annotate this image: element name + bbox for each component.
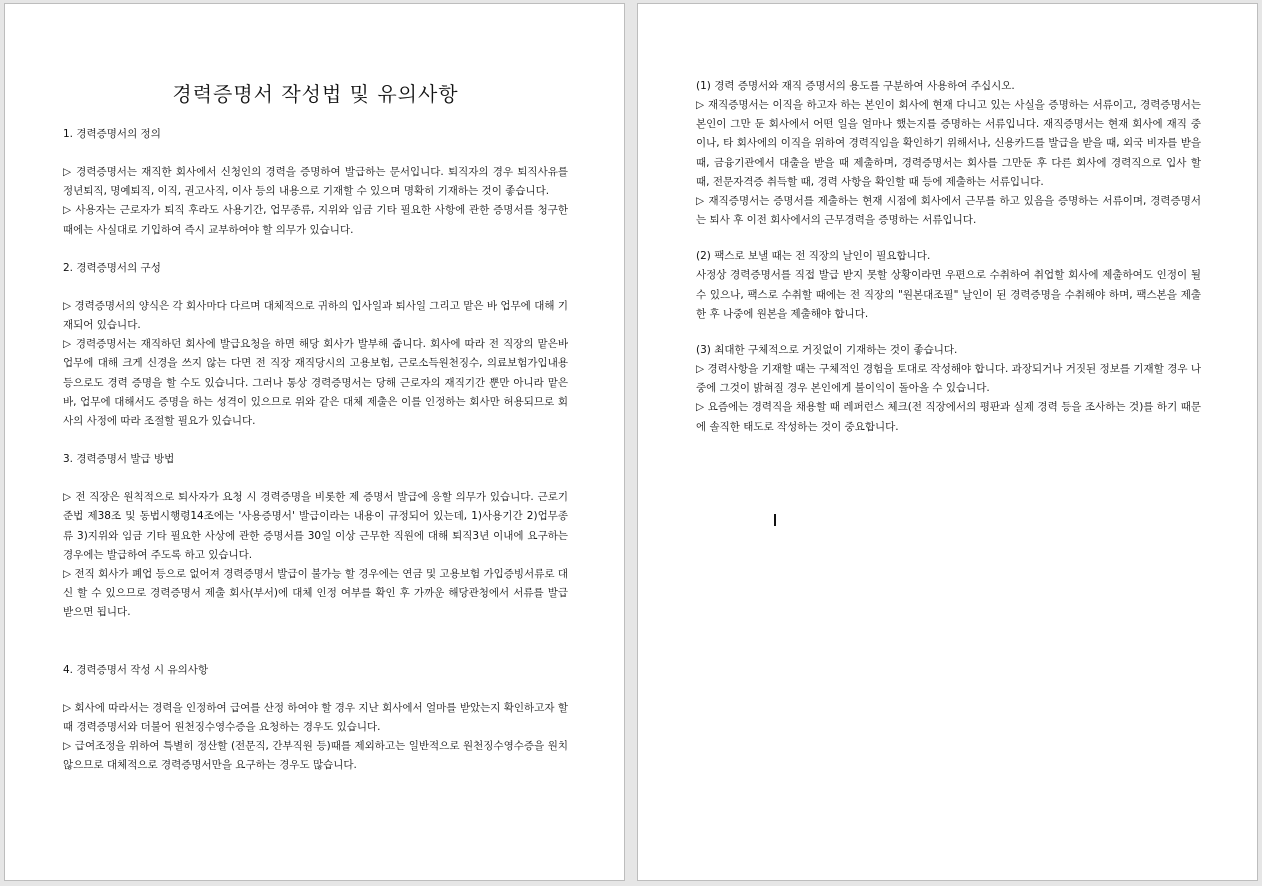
- document-title: 경력증명서 작성법 및 유의사항: [172, 82, 459, 106]
- subsection-heading-fax: (2) 팩스로 보낼 때는 전 직장의 날인이 필요합니다.: [696, 250, 931, 263]
- usage-paragraph-1: ▷ 재직증명서는 이직을 하고자 하는 본인이 회사에 현재 다니고 있는 사실을 증명하는 서류이고, 경력증명서는 본인이 그만 둔 회사에서 어떤 일을 얼마나 했는지를 증명하는 서류입니다. 재직증명서는 현재 회사에 재직 중이나, 타 회사에의 이직을 위하여 경력직임을 확인하기 위해서나, 신용카드를 발급을 받을 때, 외국 비자를 받을 때, 금융기관에서 대출을 받을 때 제출하며, 경력증명서는 회사를 그만둔 후 다른 회사에 경력직으로 입사 할 때, 전문자격증 취득할 때, 경력 사항을 확인할 때 등에 제출하는 서류입니다.: [696, 99, 1201, 188]
- text-cursor: [774, 514, 776, 526]
- document-page-2[interactable]: [637, 3, 1258, 881]
- fax-paragraph-1: 사정상 경력증명서를 직접 발급 받지 못할 상황이라면 우편으로 수취하여 취업할 회사에 제출하여도 인정이 될 수 있으나, 팩스로 수취할 때에는 전 직장의 "원본대조필" 날인이 된 경력증명을 수취해야 하며, 팩스본을 제출한 후 나중에 원본을 제출해야 합니다.: [696, 269, 1201, 320]
- section-heading-definition: 1. 경력증명서의 정의: [63, 128, 161, 140]
- cautions-paragraph-2: ▷ 급여조정을 위하여 특별히 정산할 (전문직, 간부직원 등)때를 제외하고는 일반적으로 원천징수영수증을 원치 않으므로 대체적으로 경력증명서만을 요구하는 경우도 많습니다.: [63, 740, 568, 772]
- subsection-heading-usage: (1) 경력 증명서와 재직 증명서의 용도를 구분하여 사용하여 주십시오.: [696, 80, 1015, 92]
- usage-paragraph-2: ▷ 재직증명서는 증명서를 제출하는 현재 시점에 회사에서 근무를 하고 있음을 증명하는 서류이며, 경력증명서는 퇴사 후 이전 회사에서의 근무경력을 증명하는 서류입니다.: [696, 195, 1201, 227]
- structure-paragraph-1: ▷ 경력증명서의 양식은 각 회사마다 다르며 대체적으로 귀하의 입사일과 퇴사일 그리고 맡은 바 업무에 대해 기재되어 있습니다.: [63, 299, 568, 332]
- section-heading-issuance: 3. 경력증명서 발급 방법: [63, 453, 175, 466]
- page-1-content: [63, 78, 568, 775]
- issuance-paragraph-2: ▷ 전직 회사가 폐업 등으로 없어져 경력증명서 발급이 불가능 할 경우에는 연금 및 고용보험 가입증빙서류로 대신 할 수 있으므로 경력증명서 제출 회사(부서)에 대체 인정 여부를 확인 후 가까운 해당관청에서 서류를 발급 받으면 됩니다.: [63, 568, 568, 619]
- definition-paragraph-2: ▷ 사용자는 근로자가 퇴직 후라도 사용기간, 업무종류, 지위와 임금 기타 필요한 사항에 관한 증명서를 청구한 때에는 사실대로 기입하여 즉시 교부하여야 할 의무가 있습니다.: [63, 204, 568, 236]
- issuance-paragraph-1: ▷ 전 직장은 원칙적으로 퇴사자가 요청 시 경력증명을 비롯한 제 증명서 발급에 응할 의무가 있습니다. 근로기준법 제38조 및 동법시행령14조에는 '사용증명서' 발급이라는 내용이 규정되어 있는데, 1)사용기간 2)업무종류 3)지위와 임금 기타 필요한 사상에 관한 증명서를 30일 이상 근무한 직원에 대해 퇴직3년 이내에 요구하는 경우에는 발급하여 주도록 하고 있습니다.: [63, 491, 568, 561]
- honesty-paragraph-2: ▷ 요즘에는 경력직을 채용할 때 레퍼런스 체크(전 직장에서의 평판과 실제 경력 등을 조사하는 것)를 하기 때문에 솔직한 태도로 작성하는 것이 중요합니다.: [696, 401, 1201, 433]
- structure-paragraph-2: ▷ 경력증명서는 재직하던 회사에 발급요청을 하면 해당 회사가 발부해 줍니다. 회사에 따라 전 직장의 맡은바 업무에 대해 크게 신경을 쓰지 않는 다면 전 직장 재직당시의 고용보험, 근로소득원천징수, 의료보험가입내용 등으로도 경력 증명을 할 수도 있습니다. 그러나 통상 경력증명서는 당해 근로자의 재직기간 뿐만 아니라 맡은 바, 업무에 대해서도 증명을 하는 성격이 있으므로 위와 같은 대체 제출은 이를 인정하는 회사만 허용되므로 회사의 사정에 따라 조절할 필요가 있습니다.: [63, 338, 568, 428]
- page-2-content: [696, 77, 1201, 437]
- section-heading-structure: 2. 경력증명서의 구성: [63, 261, 161, 274]
- cautions-paragraph-1: ▷ 회사에 따라서는 경력을 인정하여 급여를 산정 하여야 할 경우 지난 회사에서 얼마를 받았는지 확인하고자 할 때 경력증명서와 더불어 원천징수영수증을 요청하는 경우도 있습니다.: [63, 701, 568, 733]
- honesty-paragraph-1: ▷ 경력사항을 기재할 때는 구체적인 경험을 토대로 작성해야 합니다. 과장되거나 거짓된 정보를 기재할 경우 나중에 그것이 밝혀질 경우 본인에게 불이익이 돌아올 수 있습니다.: [696, 363, 1201, 395]
- definition-paragraph-1: ▷ 경력증명서는 재직한 회사에서 신청인의 경력을 증명하여 발급하는 문서입니다. 퇴직자의 경우 퇴직사유를 정년퇴직, 명예퇴직, 이직, 권고사직, 이사 등의 내용으로 기재할 수 있으며 명확히 기재하는 것이 좋습니다.: [63, 166, 568, 198]
- document-page-1[interactable]: [4, 3, 625, 881]
- subsection-heading-honesty: (3) 최대한 구체적으로 거짓없이 기재하는 것이 좋습니다.: [696, 344, 958, 357]
- section-heading-cautions: 4. 경력증명서 작성 시 유의사항: [63, 663, 209, 676]
